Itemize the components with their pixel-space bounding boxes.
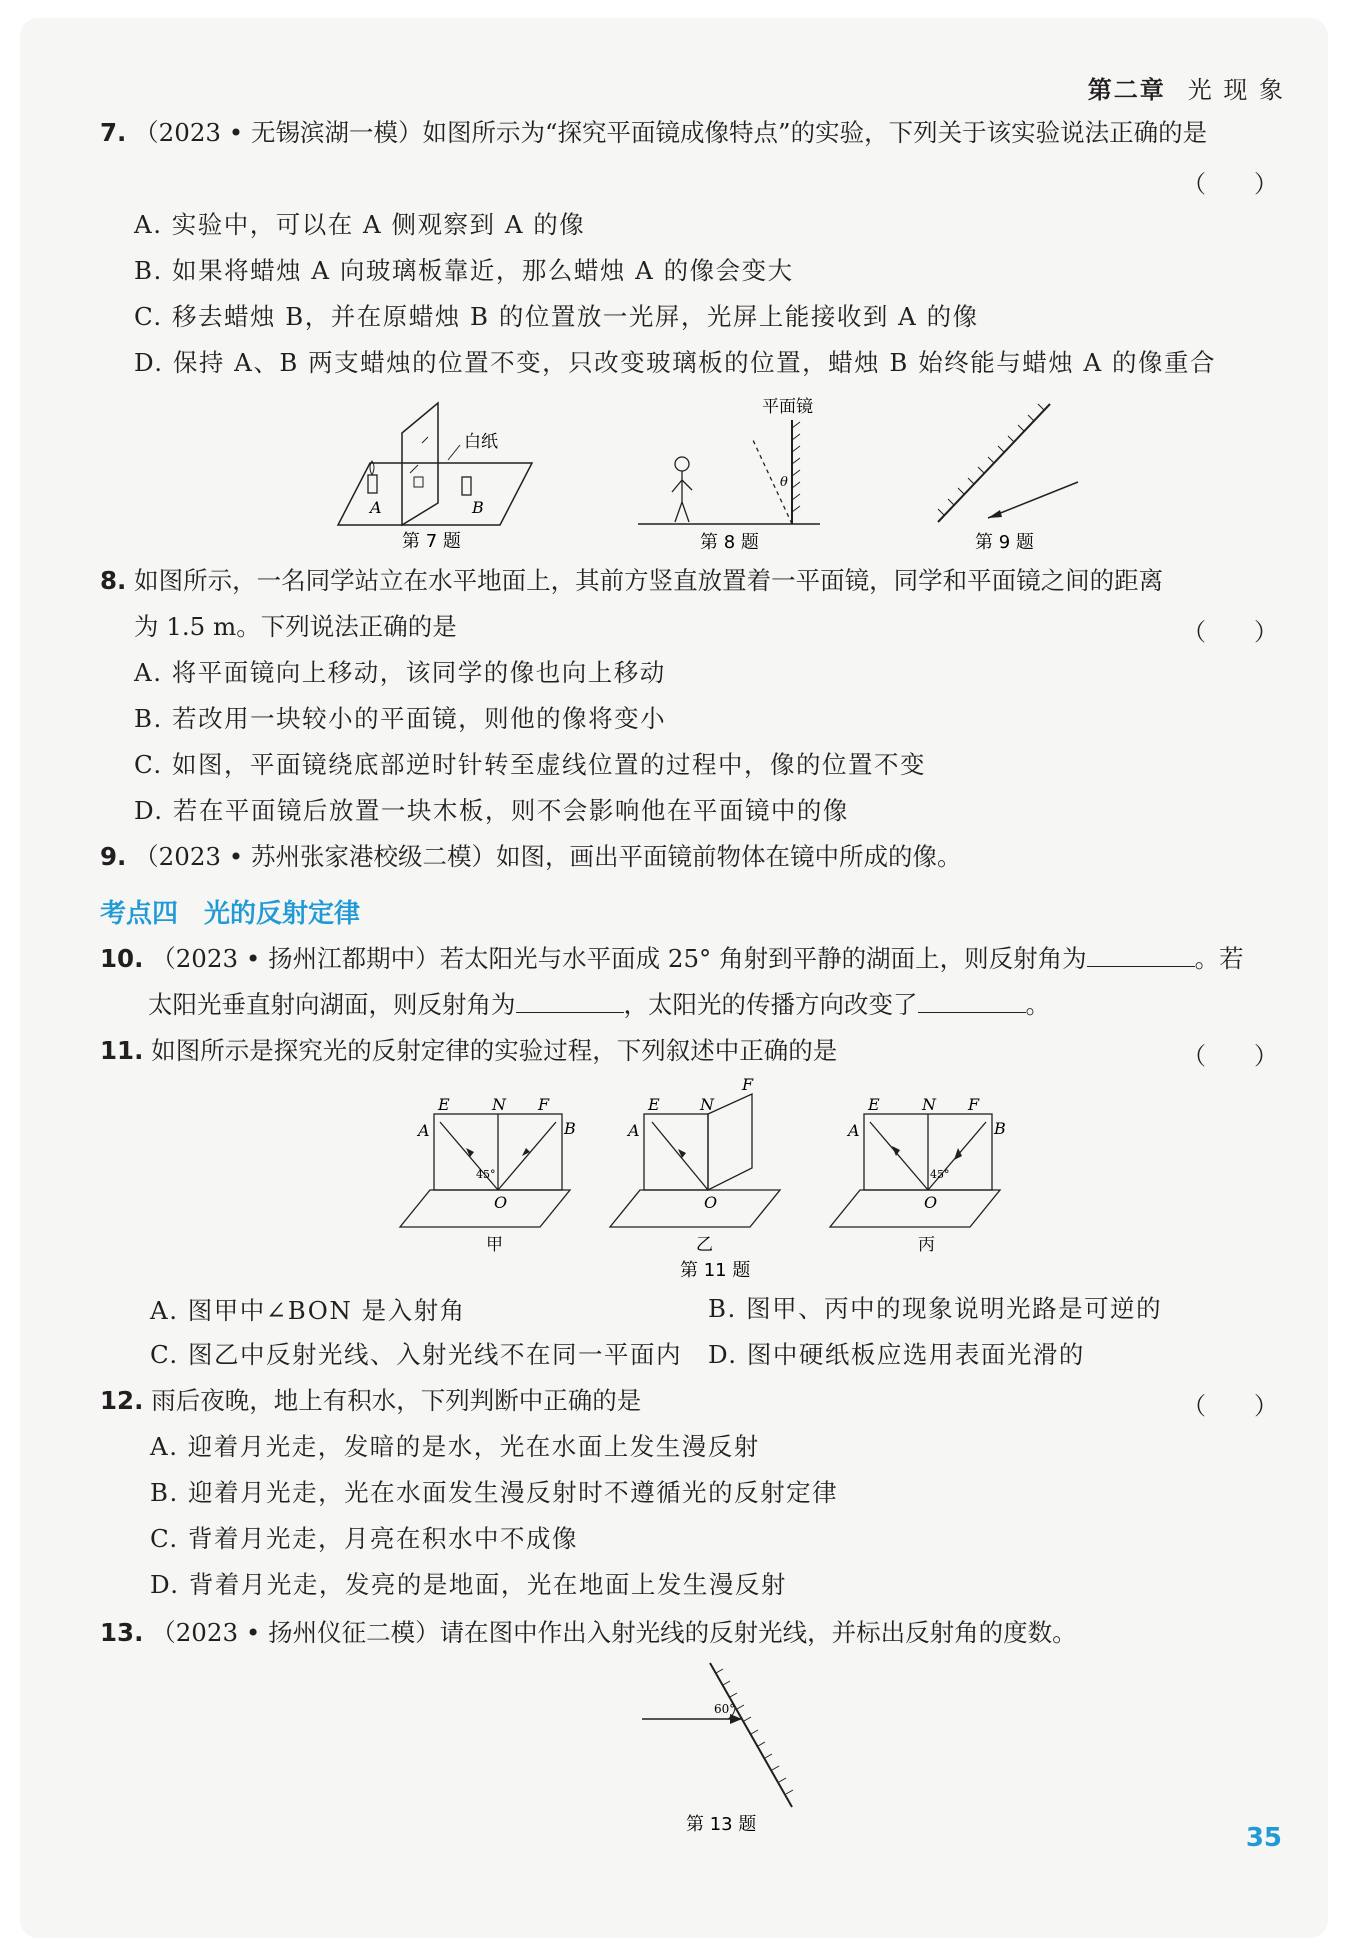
- option-b: B. 若改用一块较小的平面镜，则他的像将变小: [134, 704, 667, 733]
- answer-bracket: （ ）: [1182, 1392, 1278, 1420]
- svg-text:E: E: [438, 1095, 450, 1114]
- figure-9: [920, 392, 1090, 557]
- running-header: [1088, 70, 1285, 105]
- question-text: ，太阳光的传播方向改变了: [623, 990, 918, 1019]
- option-d: D. 若在平面镜后放置一块木板，则不会影响他在平面镜中的像: [134, 796, 849, 825]
- subfigure-label-jia: 甲: [486, 1235, 503, 1255]
- option-a: A. 将平面镜向上移动，该同学的像也向上移动: [134, 658, 666, 687]
- question-text: 如图所示，一名同学站立在水平地面上，其前方竖直放置着一平面镜，同学和平面镜之间的距离: [134, 566, 1164, 595]
- svg-text:N: N: [700, 1095, 714, 1114]
- question-text: （2023 • 苏州张家港校级二模）如图，画出平面镜前物体在镜中所成的像。: [134, 842, 962, 871]
- answer-blank[interactable]: [516, 990, 624, 1013]
- question-13: [100, 1618, 1077, 1648]
- answer-bracket: （ ）: [1182, 170, 1278, 198]
- question-10: [100, 944, 1244, 974]
- svg-text:A: A: [628, 1121, 640, 1140]
- question-text-tail: 。: [1025, 990, 1050, 1019]
- figure-7: [330, 395, 560, 555]
- question-number: 9.: [100, 842, 127, 871]
- angle-label: 60°: [714, 1702, 736, 1716]
- option-a: A. 实验中，可以在 A 侧观察到 A 的像: [134, 210, 586, 239]
- figure-11-bing: [830, 1095, 1006, 1255]
- svg-text:F: F: [742, 1075, 754, 1094]
- section-title: 考点四 光的反射定律: [100, 899, 361, 929]
- svg-text:N: N: [492, 1095, 506, 1114]
- svg-text:O: O: [924, 1193, 938, 1212]
- option-c: C. 背着月光走，月亮在积水中不成像: [150, 1524, 578, 1553]
- figure-7-caption: 第 7 题: [402, 531, 461, 552]
- svg-text:O: O: [494, 1193, 508, 1212]
- svg-text:B: B: [994, 1119, 1006, 1138]
- question-7: [100, 118, 1207, 148]
- question-text: 雨后夜晚，地上有积水，下列判断中正确的是: [151, 1386, 642, 1415]
- option-c: C. 如图，平面镜绕底部逆时针转至虚线位置的过程中，像的位置不变: [134, 750, 926, 779]
- question-8-line2: 为 1.5 m。下列说法正确的是: [134, 612, 457, 641]
- mirror-13: [710, 1663, 792, 1807]
- answer-bracket: （ ）: [1182, 1042, 1278, 1070]
- svg-text:E: E: [868, 1095, 880, 1114]
- figure-8-caption: 第 8 题: [700, 532, 759, 553]
- candle-a: [368, 475, 377, 493]
- subfigure-label-bing: 丙: [918, 1235, 935, 1255]
- question-8: [100, 566, 1163, 596]
- svg-text:45°: 45°: [930, 1168, 950, 1181]
- svg-text:E: E: [648, 1095, 660, 1114]
- svg-text:O: O: [704, 1193, 718, 1212]
- question-text: 如图所示是探究光的反射定律的实验过程，下列叙述中正确的是: [151, 1036, 838, 1065]
- question-12: [100, 1386, 641, 1416]
- option-a: A. 迎着月光走，发暗的是水，光在水面上发生漫反射: [150, 1432, 760, 1461]
- option-c: C. 图乙中反射光线、入射光线不在同一平面内: [150, 1340, 682, 1369]
- answer-blank[interactable]: [918, 990, 1026, 1013]
- question-number: 7.: [100, 118, 127, 147]
- label-white-paper: 白纸: [464, 432, 498, 452]
- figure-11-caption: 第 11 题: [680, 1260, 751, 1281]
- question-number: 8.: [100, 566, 127, 595]
- option-c: C. 移去蜡烛 B，并在原蜡烛 B 的位置放一光屏，光屏上能接收到 A 的像: [134, 302, 979, 331]
- subfigure-label-yi: 乙: [696, 1235, 713, 1255]
- option-d: D. 图中硬纸板应选用表面光滑的: [708, 1340, 1085, 1369]
- svg-text:F: F: [968, 1095, 980, 1114]
- answer-bracket: （ ）: [1182, 618, 1278, 646]
- figure-8: [630, 392, 830, 557]
- svg-text:N: N: [922, 1095, 936, 1114]
- question-number: 13.: [100, 1618, 144, 1647]
- svg-text:B: B: [564, 1119, 576, 1138]
- answer-blank[interactable]: [1087, 944, 1195, 967]
- question-text-tail: 。若: [1194, 944, 1244, 973]
- object-arrow: [988, 482, 1078, 518]
- page-number: 35: [1245, 1823, 1282, 1853]
- figure-9-caption: 第 9 题: [975, 532, 1034, 553]
- option-a: A. 图甲中∠BON 是入射角: [150, 1296, 466, 1325]
- figure-13: [630, 1655, 810, 1840]
- svg-text:F: F: [538, 1095, 550, 1114]
- question-number: 10.: [100, 944, 144, 973]
- label-b: B: [472, 498, 484, 517]
- option-d: D. 保持 A、B 两支蜡烛的位置不变，只改变玻璃板的位置，蜡烛 B 始终能与蜡烛 A 的像重合: [134, 348, 1216, 377]
- glass-plate: [402, 403, 438, 525]
- question-number: 12.: [100, 1386, 144, 1415]
- option-d: D. 背着月光走，发亮的是地面，光在地面上发生漫反射: [150, 1570, 787, 1599]
- label-a: A: [370, 498, 382, 517]
- figure-11-jia: [400, 1095, 576, 1255]
- question-text: 太阳光垂直射向湖面，则反射角为: [148, 990, 516, 1019]
- question-text: （2023 • 扬州江都期中）若太阳光与水平面成 25° 角射到平静的湖面上，则反射角为: [151, 944, 1087, 973]
- figure-11-yi: [610, 1075, 780, 1281]
- student-head: [675, 457, 689, 471]
- question-text: （2023 • 扬州仪征二模）请在图中作出入射光线的反射光线，并标出反射角的度数。: [151, 1618, 1077, 1647]
- question-number: 11.: [100, 1036, 144, 1065]
- chapter-topic: 光 现 象: [1187, 76, 1285, 104]
- question-text: （2023 • 无锡滨湖一模）如图所示为“探究平面镜成像特点”的实验，下列关于该实验说法正确的是: [134, 118, 1208, 147]
- figure-11: [390, 1072, 1040, 1282]
- question-9: [100, 842, 962, 872]
- label-theta: θ: [780, 475, 788, 490]
- question-11: [100, 1036, 837, 1066]
- chapter-label: 第二章: [1087, 76, 1166, 104]
- candle-b: [462, 477, 471, 495]
- label-plane-mirror: 平面镜: [762, 397, 813, 417]
- option-b: B. 图甲、丙中的现象说明光路是可逆的: [708, 1294, 1163, 1323]
- svg-text:45°: 45°: [476, 1168, 496, 1181]
- figure-13-caption: 第 13 题: [686, 1814, 757, 1835]
- question-10-line2: [148, 990, 1050, 1020]
- option-b: B. 迎着月光走，光在水面发生漫反射时不遵循光的反射定律: [150, 1478, 839, 1507]
- svg-text:A: A: [418, 1121, 430, 1140]
- white-paper-plane: [338, 463, 532, 525]
- svg-text:A: A: [848, 1121, 860, 1140]
- option-b: B. 如果将蜡烛 A 向玻璃板靠近，那么蜡烛 A 的像会变大: [134, 256, 794, 285]
